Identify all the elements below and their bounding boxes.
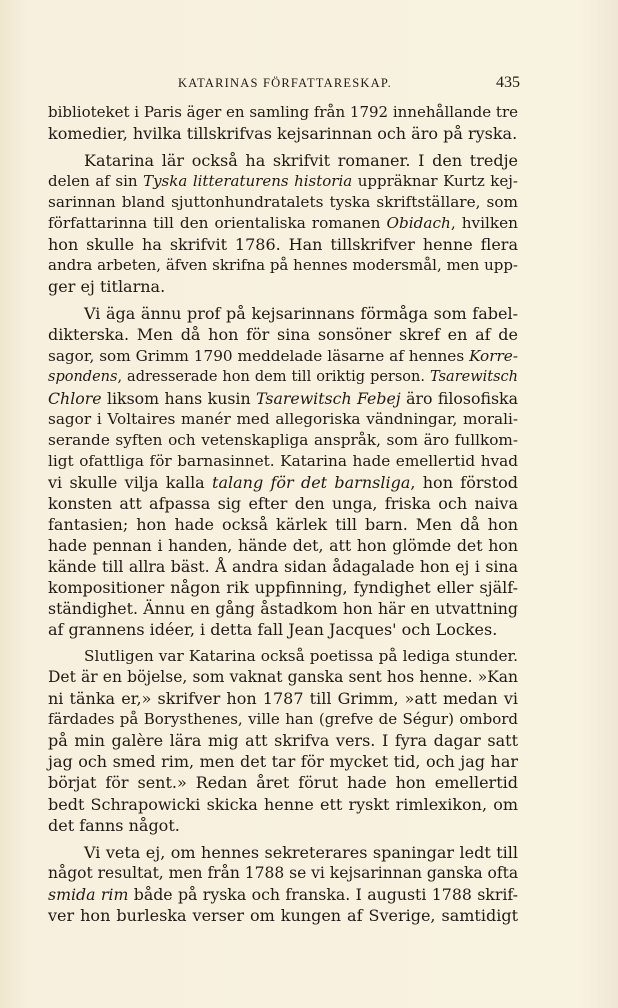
text-line: serande syften och vetenskapliga anspråk, som äro fullkom- — [48, 430, 518, 449]
paragraph — [48, 102, 518, 144]
italic-title: Tyska litteraturens historia — [143, 172, 353, 191]
text-line: smida rim både på ryska och franska. I augusti 1788 skrif- — [48, 884, 518, 904]
text-line: Det är en böjelse, som vaknat ganska sent hos henne. »Kan — [48, 668, 518, 687]
text-line: sarinnan bland sjuttonhundratalets tyska skriftställare, som — [48, 193, 518, 212]
text-line: på min galère lära mig att skrifva vers. I fyra dagar satt — [48, 731, 518, 751]
text-line: kände till allra bäst. Å andra sidan ådagalade hon ej i sina — [48, 556, 518, 576]
text-line: Vi äga ännu prof på kejsarinnans förmåga som fabel- — [84, 304, 518, 324]
text-line: sagor i Voltaires manér med allegoriska vändningar, morali- — [48, 409, 518, 428]
text-line: ni tänka er,» skrifver hon 1787 till Grimm, »att medan vi — [48, 689, 518, 709]
italic-phrase: smida rim — [48, 884, 129, 904]
italic-phrase: talang för det barnsliga — [212, 472, 411, 492]
paragraph — [48, 150, 518, 297]
text-line: ver hon burleska verser om kungen af Sverige, samtidigt — [48, 905, 518, 925]
text-line: ständighet. Ännu en gång åstadkom hon här en utvattning — [48, 599, 518, 619]
text-line: det fanns något. — [48, 815, 180, 835]
text-line: ger ej titlarna. — [48, 277, 166, 297]
text-line: af grannens idéer, i detta fall Jean Jacques' och Lockes. — [48, 620, 498, 640]
italic-title: Chlore — [48, 388, 102, 408]
text-line: bedt Schrapowicki skicka henne ett ryskt rimlexikon, om — [48, 794, 518, 814]
text-line: färdades på Borysthenes, ville han (grefve de Ségur) ombord — [48, 710, 518, 729]
italic-title: Tsarewitsch Febej — [256, 388, 401, 408]
text-line: komedier, hvilka tillskrifvas kejsarinnan och äro på ryska. — [48, 124, 518, 144]
italic-title: Tsarewitsch — [430, 368, 518, 385]
text-line: sagor, som Grimm 1790 meddelade läsarne af hennes Korre- — [48, 346, 518, 365]
text-line: fantasien; hon hade också kärlek till barn. Men då hon — [48, 514, 518, 534]
text-line: Vi veta ej, om hennes sekreterares spaningar ledt till — [84, 842, 518, 862]
paragraph — [48, 842, 518, 926]
text-line: jag och smed rim, men det tar för mycket tid, och jag har — [48, 752, 518, 772]
text-line: Chlore liksom hans kusin Tsarewitsch Febej äro filosofiska — [48, 388, 518, 408]
text-line: hade pennan i handen, hände det, att hon glömde det hon — [48, 535, 518, 555]
italic-title: spondens — [48, 368, 118, 385]
text-line: något resultat, men från 1788 se vi kejsarinnan ganska ofta — [48, 863, 519, 882]
paragraph — [48, 303, 518, 640]
page-header — [48, 74, 520, 98]
text-line: Katarina lär också ha skrifvit romaner. I den tredje — [84, 151, 518, 171]
text-line: ligt ofattliga för barnasinnet. Katarina hade emellertid hvad — [48, 451, 518, 470]
text-line: börjat för sent.» Redan året förut hade hon emellertid — [48, 773, 518, 793]
running-head: KATARINAS FÖRFATTARESKAP. — [178, 76, 392, 90]
text-line: delen af sin Tyska litteraturens historia uppräknar Kurtz kej- — [48, 172, 518, 191]
text-line: vi skulle vilja kalla talang för det barnsliga, hon förstod — [48, 472, 519, 492]
text-line: konsten att afpassa sig efter den unga, friska och naiva — [48, 493, 518, 513]
text-line: Slutligen var Katarina också poetissa på lediga stunder. — [84, 647, 518, 666]
italic-title: Obidach — [386, 214, 451, 233]
text-line: dikterska. Men då hon för sina sonsöner skref en af de — [48, 325, 518, 345]
text-line: hon skulle ha skrifvit 1786. Han tillskrifver henne flera — [48, 235, 518, 255]
text-line: biblioteket i Paris äger en samling från 1792 innehållande tre — [48, 103, 518, 121]
text-line: andra arbeten, äfven skrifna på hennes modersmål, men upp- — [48, 256, 518, 275]
text-line: spondens, adresserade hon dem till oriktig person. Tsarewitsch — [48, 368, 518, 385]
paragraph — [48, 646, 518, 835]
body-text — [48, 102, 518, 926]
text-line: kompositioner någon rik uppfinning, fyndighet eller själf- — [48, 578, 518, 598]
italic-title: Korre- — [469, 346, 518, 365]
page-number: 435 — [496, 74, 520, 91]
text-line: författarinna till den orientaliska romanen Obidach, hvilken — [48, 214, 518, 233]
